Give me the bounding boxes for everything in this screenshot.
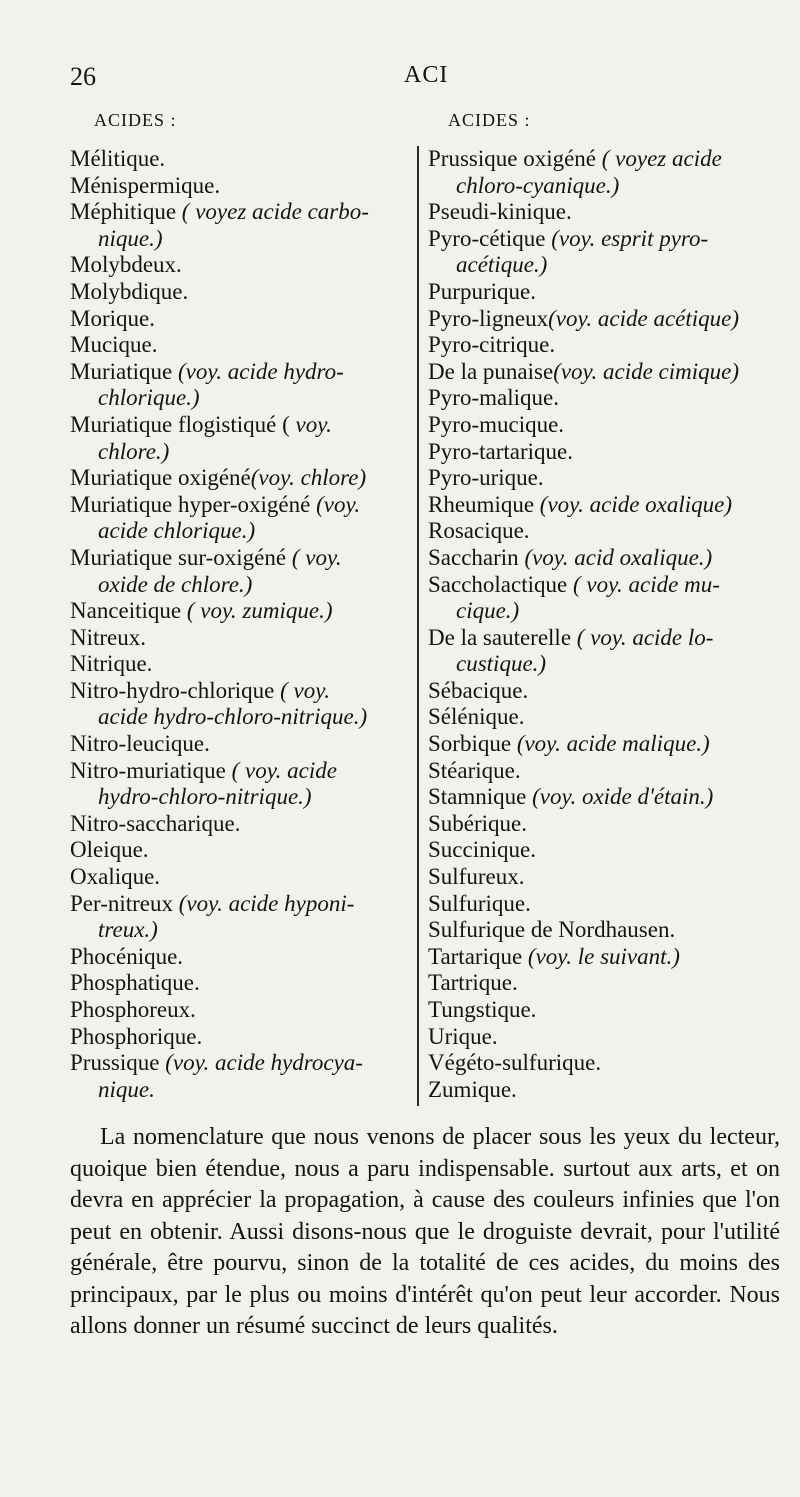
acid-name: Rheumique: [428, 491, 540, 517]
acid-name: Mélitique.: [70, 146, 166, 171]
acid-entry: [428, 837, 788, 864]
acid-name: Phocénique.: [70, 943, 184, 969]
acid-cross-reference: (voy. acide oxalique): [539, 491, 733, 517]
acid-entry: [428, 997, 788, 1024]
acid-name: Phosphorique.: [70, 1023, 203, 1049]
acid-name: Prussique: [70, 1050, 166, 1076]
acid-entry: [70, 146, 408, 173]
acid-cross-reference: (voy. le suivant.): [527, 943, 680, 969]
acid-entry: [428, 678, 788, 705]
acid-entry: [70, 598, 408, 625]
acid-entry: [428, 439, 788, 466]
acid-name: Muriatique: [70, 358, 178, 384]
acid-name: Sorbique: [428, 731, 517, 757]
acid-cross-reference: ( voy.: [291, 544, 342, 570]
acid-cross-reference: (voy.: [316, 491, 361, 517]
acid-entry: [70, 199, 408, 252]
acid-entry: [70, 758, 408, 811]
running-header: [70, 62, 760, 102]
acid-entry: [428, 306, 788, 333]
right-acid-list: [428, 146, 788, 1103]
acid-name: Muriatique sur-oxigéné: [70, 544, 292, 570]
acid-name: Phosphatique.: [70, 970, 200, 996]
acid-name: Saccholactique: [428, 571, 573, 597]
acid-cross-reference: (voy. acide hydro-: [177, 358, 344, 384]
acid-name: Muriatique oxigéné: [70, 465, 251, 491]
acid-name: Molybdique.: [70, 278, 189, 304]
acid-name: Sulfurique.: [428, 890, 531, 916]
column-divider: [417, 146, 419, 1106]
running-title: ACI: [404, 62, 449, 88]
acid-cross-reference: (voy. acide acétique): [548, 305, 740, 331]
acid-cross-reference: ( voy.: [280, 677, 330, 703]
acid-entry: [428, 1077, 788, 1104]
acid-name: Muriatique flogistiqué (: [70, 411, 296, 437]
page-number: 26: [70, 62, 96, 91]
acid-cross-reference: voy.: [295, 411, 332, 437]
acid-cross-reference-continued: chlorique.): [98, 385, 200, 411]
acid-entry: [70, 332, 408, 359]
acid-name: Pseudi-kinique.: [428, 199, 572, 225]
acid-name: Succinique.: [428, 837, 536, 863]
acid-cross-reference-continued: acide chlorique.): [98, 518, 256, 544]
acid-name: Stamnique: [428, 784, 533, 810]
acid-name: Subérique.: [428, 810, 528, 836]
acid-name: Sébacique.: [428, 677, 529, 703]
acid-name: Morique.: [70, 305, 155, 331]
acid-cross-reference-continued: cique.): [456, 598, 520, 624]
acid-name: Pyro-citrique.: [428, 332, 556, 358]
acid-entry: [428, 1024, 788, 1051]
acid-entry: [70, 891, 408, 944]
acid-entry: [70, 306, 408, 333]
acid-entry: [428, 518, 788, 545]
acid-entry: [70, 252, 408, 279]
acid-entry: [428, 146, 788, 199]
acid-entry: [428, 572, 788, 625]
acid-entry: [428, 917, 788, 944]
acid-entry: [428, 811, 788, 838]
acid-name: Zumique.: [428, 1076, 517, 1102]
acid-cross-reference: ( voy. zumique.): [186, 598, 333, 624]
left-column-heading: ACIDES :: [94, 110, 177, 130]
acid-entry: [70, 465, 408, 492]
acid-entry: [70, 651, 408, 678]
acid-cross-reference-continued: chloro-cyanique.): [456, 172, 620, 198]
acid-entry: [428, 385, 788, 412]
acid-entry: [70, 1024, 408, 1051]
acid-name: Pyro-mucique.: [428, 411, 565, 437]
acid-name: Molybdeux.: [70, 252, 182, 278]
acid-entry: [70, 545, 408, 598]
acid-cross-reference-continued: acide hydro-chloro-nitrique.): [98, 704, 368, 730]
acid-cross-reference: ( voyez acide: [601, 146, 722, 171]
acid-name: Saccharin: [428, 544, 525, 570]
acid-entry: [428, 199, 788, 226]
acid-name: Tungstique.: [428, 997, 537, 1022]
acid-entry: [428, 492, 788, 519]
acid-name: Nitrique.: [70, 651, 153, 677]
acid-entry: [70, 412, 408, 465]
acid-entry: [428, 625, 788, 678]
acid-cross-reference: (voy. chlore): [250, 465, 367, 491]
acid-cross-reference: (voy. acide hyponi-: [178, 890, 355, 916]
acid-cross-reference-continued: chlore.): [98, 438, 170, 464]
acid-entry: [70, 731, 408, 758]
acid-name: Urique.: [428, 1023, 498, 1049]
acid-entry: [70, 970, 408, 997]
acid-name: Nitro-hydro-chlorique: [70, 677, 281, 703]
acid-entry: [70, 492, 408, 545]
acid-name: Pyro-cétique: [428, 225, 552, 251]
acid-name: Prussique oxigéné: [428, 146, 602, 171]
acid-cross-reference: (voy. esprit pyro-: [551, 225, 709, 251]
left-acid-list: [70, 146, 408, 1103]
acid-entry: [70, 837, 408, 864]
acid-entry: [70, 997, 408, 1024]
acid-entry: [428, 970, 788, 997]
acid-name: Oleique.: [70, 837, 149, 863]
acid-entry: [428, 545, 788, 572]
acid-entry: [70, 678, 408, 731]
acid-entry: [428, 279, 788, 306]
acid-entry: [70, 173, 408, 200]
acid-entry: [70, 944, 408, 971]
acid-name: De la punaise: [428, 358, 554, 384]
acid-name: Sulfureux.: [428, 864, 525, 890]
acid-entry: [70, 625, 408, 652]
acid-name: Végéto-sulfurique.: [428, 1050, 602, 1076]
acid-name: Pyro-tartarique.: [428, 438, 573, 464]
acid-name: Phosphoreux.: [70, 997, 196, 1022]
acid-cross-reference-continued: nique.: [98, 1076, 155, 1102]
acid-entry: [428, 332, 788, 359]
acid-name: Stéarique.: [428, 757, 521, 783]
acid-entry: [428, 465, 788, 492]
acid-entry: [428, 784, 788, 811]
acid-cross-reference: (voy. acide malique.): [516, 731, 710, 757]
acid-name: Sélénique.: [428, 704, 525, 730]
acid-entry: [70, 811, 408, 838]
acid-entry: [70, 359, 408, 412]
acid-entry: [70, 864, 408, 891]
acid-name: Mucique.: [70, 332, 158, 358]
acid-cross-reference-continued: custique.): [456, 651, 547, 677]
acid-cross-reference-continued: oxide de chlore.): [98, 571, 253, 597]
acid-cross-reference-continued: acétique.): [456, 252, 548, 278]
acid-name: De la sauterelle: [428, 624, 577, 650]
acid-name: Nitro-muriatique: [70, 757, 232, 783]
acid-entry: [428, 944, 788, 971]
acid-cross-reference: (voy. acide hydrocya-: [165, 1050, 363, 1076]
acid-cross-reference: (voy. oxide d'étain.): [532, 784, 714, 810]
acid-entry: [428, 1050, 788, 1077]
acid-entry: [428, 412, 788, 439]
acid-name: Per-nitreux: [70, 890, 179, 916]
acid-cross-reference-continued: hydro-chloro-nitrique.): [98, 784, 312, 810]
acid-name: Tartrique.: [428, 970, 518, 996]
acid-name: Tartarique: [428, 943, 528, 969]
right-column-heading: ACIDES :: [448, 110, 531, 130]
acid-cross-reference: ( voy. acide mu-: [572, 571, 720, 597]
acid-name: Nitreux.: [70, 624, 147, 650]
acid-name: Pyro-ligneux: [428, 305, 549, 331]
acid-cross-reference-continued: treux.): [98, 917, 158, 943]
acid-entry: [428, 891, 788, 918]
acid-name: Pyro-malique.: [428, 385, 559, 411]
acid-name: Nitro-saccharique.: [70, 810, 241, 836]
acid-name: Rosacique.: [428, 518, 530, 544]
acid-entry: [70, 279, 408, 306]
acid-name: Muriatique hyper-oxigéné: [70, 491, 317, 517]
acid-entry: [70, 1050, 408, 1103]
acid-cross-reference: ( voy. acide lo-: [576, 624, 714, 650]
acid-entry: [428, 731, 788, 758]
acid-cross-reference: ( voy. acide: [231, 757, 337, 783]
acid-name: Pyro-urique.: [428, 465, 544, 491]
acid-entry: [428, 704, 788, 731]
acid-entry: [428, 359, 788, 386]
acid-name: Oxalique.: [70, 864, 161, 890]
acid-name: Purpurique.: [428, 278, 536, 304]
acid-cross-reference: (voy. acide cimique): [553, 358, 740, 384]
acid-entry: [428, 226, 788, 279]
acid-cross-reference: ( voyez acide carbo-: [181, 199, 369, 225]
acid-name: Nitro-leucique.: [70, 731, 210, 757]
acid-name: Ménispermique.: [70, 172, 221, 198]
body-paragraph: La nomenclature que nous venons de placer sous les yeux du lecteur, quoique bien étendue, nous a paru indispensable. surtout aux arts, et on devra en apprécier la propagation, à cause des couleurs infinies que l'on peut en obtenir. Aussi disons-nous que le droguiste devrait, pour l'utilité générale, être pourvu, sinon de la totalité de ces acides, du moins des principaux, par le plus ou moins d'intérêt qu'on peut leur accorder. Nous allons donner un résumé succinct de leurs qualités.: [70, 1124, 780, 1339]
acid-name: Nanceitique: [70, 598, 187, 624]
acid-cross-reference-continued: nique.): [98, 225, 163, 251]
acid-name: Sulfurique de Nordhausen.: [428, 917, 676, 943]
acid-entry: [428, 758, 788, 785]
acid-cross-reference: (voy. acid oxalique.): [524, 544, 713, 570]
acid-name: Méphitique: [70, 199, 182, 225]
acid-entry: [428, 864, 788, 891]
